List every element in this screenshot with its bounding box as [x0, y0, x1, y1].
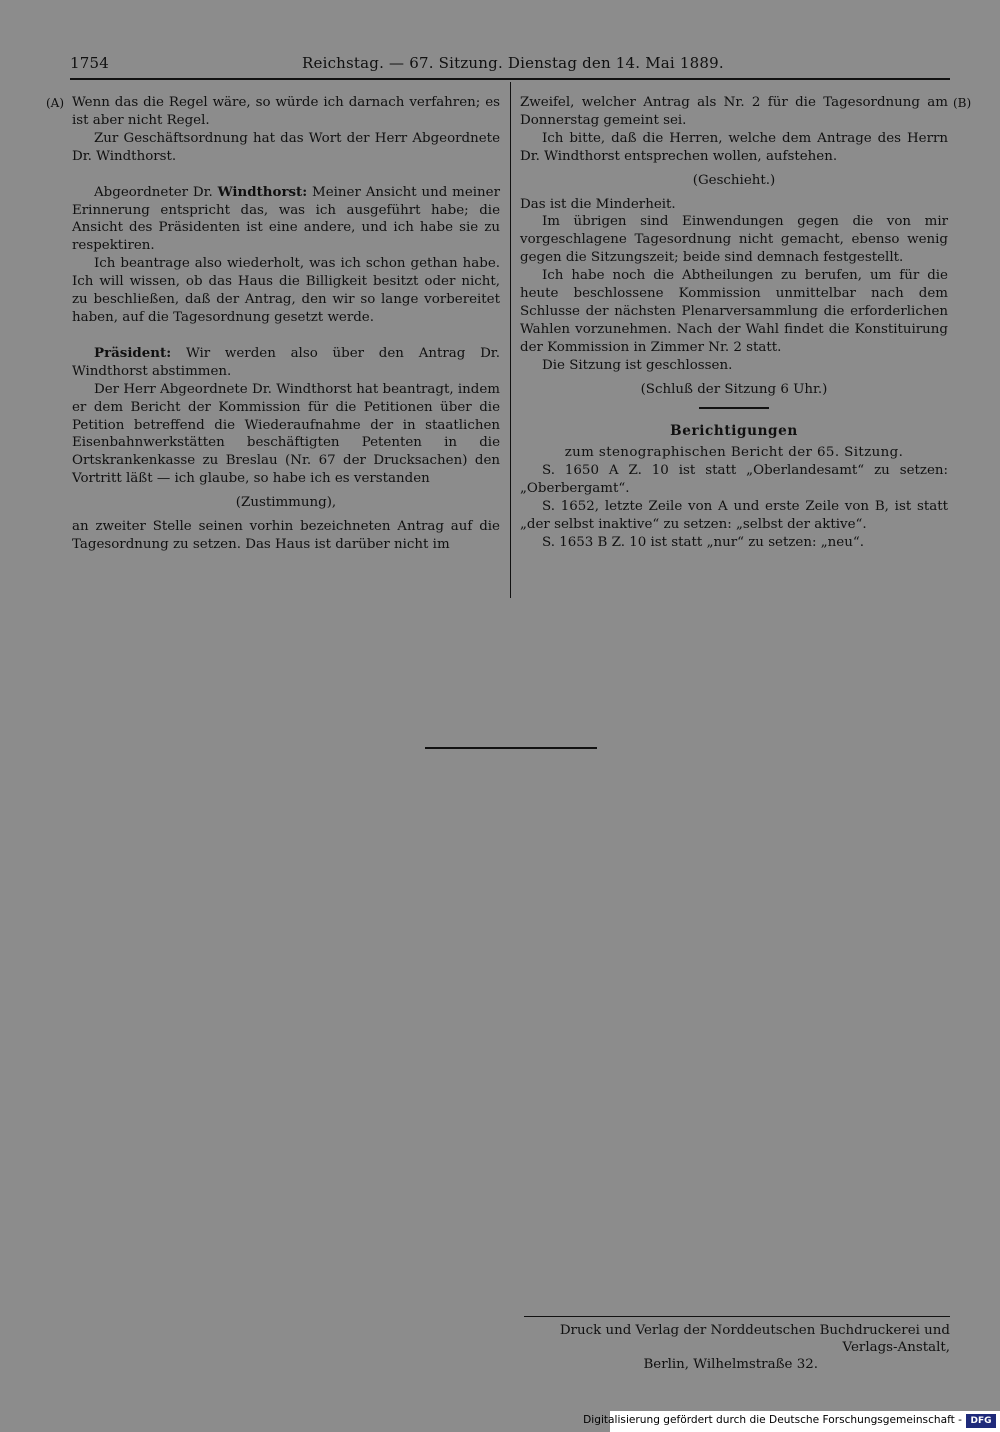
correction-item: S. 1650 A Z. 10 ist statt „Oberlandesamt“ zu setzen: „Oberbergamt“. — [520, 463, 948, 497]
paragraph — [72, 184, 500, 256]
speaker-name: Windthorst: — [217, 183, 308, 200]
paragraph: Ich beantrage also wiederholt, was ich schon gethan habe. Ich will wissen, ob das Haus die Billigkeit besitzt oder nicht, zu beschließen, daß der Antrag, den wir so lange vorbereitet haben, auf die Tagesordnung gesetzt werde. — [72, 256, 500, 325]
corrections-subheading: zum stenographischen Bericht der 65. Sitzung. — [564, 445, 904, 461]
running-head — [70, 54, 950, 78]
paragraph: Ich habe noch die Abtheilungen zu berufen, um für die heute beschlossene Kommission unmittelbar nach dem Schlusse der nächsten Plenarversammlung die erforderlichen Wahlen vorzunehmen. Nach der Wahl findet die Konstituirung der Kommission in Zimmer Nr. 2 statt. — [520, 268, 948, 355]
margin-mark-a: (A) — [46, 96, 65, 110]
interjection: (Geschieht.) — [692, 172, 776, 188]
margin-mark-b: (B) — [953, 96, 972, 110]
header-rule — [70, 78, 950, 80]
correction-item: S. 1653 B Z. 10 ist statt „nur“ zu setzen: „neu“. — [542, 534, 864, 550]
digitization-footer — [583, 1411, 1000, 1432]
speaker-name: Präsident: — [94, 344, 172, 361]
paragraph: Das ist die Minderheit. — [520, 196, 676, 212]
right-column — [520, 94, 948, 552]
paragraph: Die Sitzung ist geschlossen. — [542, 357, 733, 373]
imprint — [518, 1322, 950, 1373]
funding-note: Digitalisierung gefördert durch die Deutsche Forschungsgemeinschaft - — [583, 1414, 962, 1426]
corrections-heading: Berichtigungen — [670, 422, 798, 439]
end-rule — [425, 747, 597, 749]
running-title: Reichstag. — 67. Sitzung. Dienstag den 14. Mai 1889. — [302, 54, 724, 72]
paragraph: Ich bitte, daß die Herren, welche dem Antrage des Herrn Dr. Windthorst entsprechen wollen, aufstehen. — [520, 130, 948, 164]
paragraph: Wenn das die Regel wäre, so würde ich darnach verfahren; es ist aber nicht Regel. — [72, 95, 500, 128]
paragraph — [72, 345, 500, 381]
interjection: (Zustimmung), — [235, 495, 337, 511]
paragraph: an zweiter Stelle seinen vorhin bezeichneten Antrag auf die Tagesordnung zu setzen. Das Haus ist darüber nicht im — [72, 519, 500, 552]
session-end: (Schluß der Sitzung 6 Uhr.) — [640, 381, 828, 397]
paragraph: Der Herr Abgeordnete Dr. Windthorst hat beantragt, indem er dem Bericht der Kommission für die Petitionen über die Petition betreffend die Wiederaufnahme der in staatlichen Eisenbahnwerkstätten beschäftigten Petenten in die Ortskrankenkasse zu Breslau (Nr. 67 der Drucksachen) den Vortritt läßt — ich glaube, so habe ich es verstanden — [72, 381, 500, 487]
paragraph: Zur Geschäftsordnung hat das Wort der Herr Abgeordnete Dr. Windthorst. — [72, 130, 500, 164]
paragraph: Im übrigen sind Einwendungen gegen die von mir vorgeschlagene Tagesordnung nicht gemacht, ebenso wenig gegen die Sitzungszeit; beide sind demnach festgestellt. — [520, 214, 948, 266]
imprint-line: Berlin, Wilhelmstraße 32. — [643, 1357, 818, 1372]
correction-item: S. 1652, letzte Zeile von A und erste Zeile von B, ist statt „der selbst inaktive“ zu setzen: „selbst der aktive“. — [520, 499, 948, 533]
imprint-rule — [524, 1316, 950, 1317]
paragraph: Zweifel, welcher Antrag als Nr. 2 für die Tagesordnung am Donnerstag gemeint sei. — [520, 95, 948, 128]
page-number: 1754 — [70, 54, 109, 72]
section-rule — [699, 407, 769, 409]
left-column — [72, 94, 500, 554]
speech-text: Meiner Ansicht und meiner Erinnerung entspricht das, was ich ausgeführt habe; die Ansicht des Präsidenten ist eine andere, und ich habe sie zu respektiren. — [72, 184, 500, 254]
imprint-line: Druck und Verlag der Norddeutschen Buchdruckerei und Verlags-Anstalt, — [559, 1323, 950, 1355]
speech-text: Wir werden also über den Antrag Dr. Windthorst abstimmen. — [72, 345, 500, 379]
column-divider — [510, 82, 511, 598]
dfg-logo-icon: DFG — [966, 1414, 996, 1428]
speaker-prefix: Abgeordneter Dr. — [94, 184, 218, 200]
